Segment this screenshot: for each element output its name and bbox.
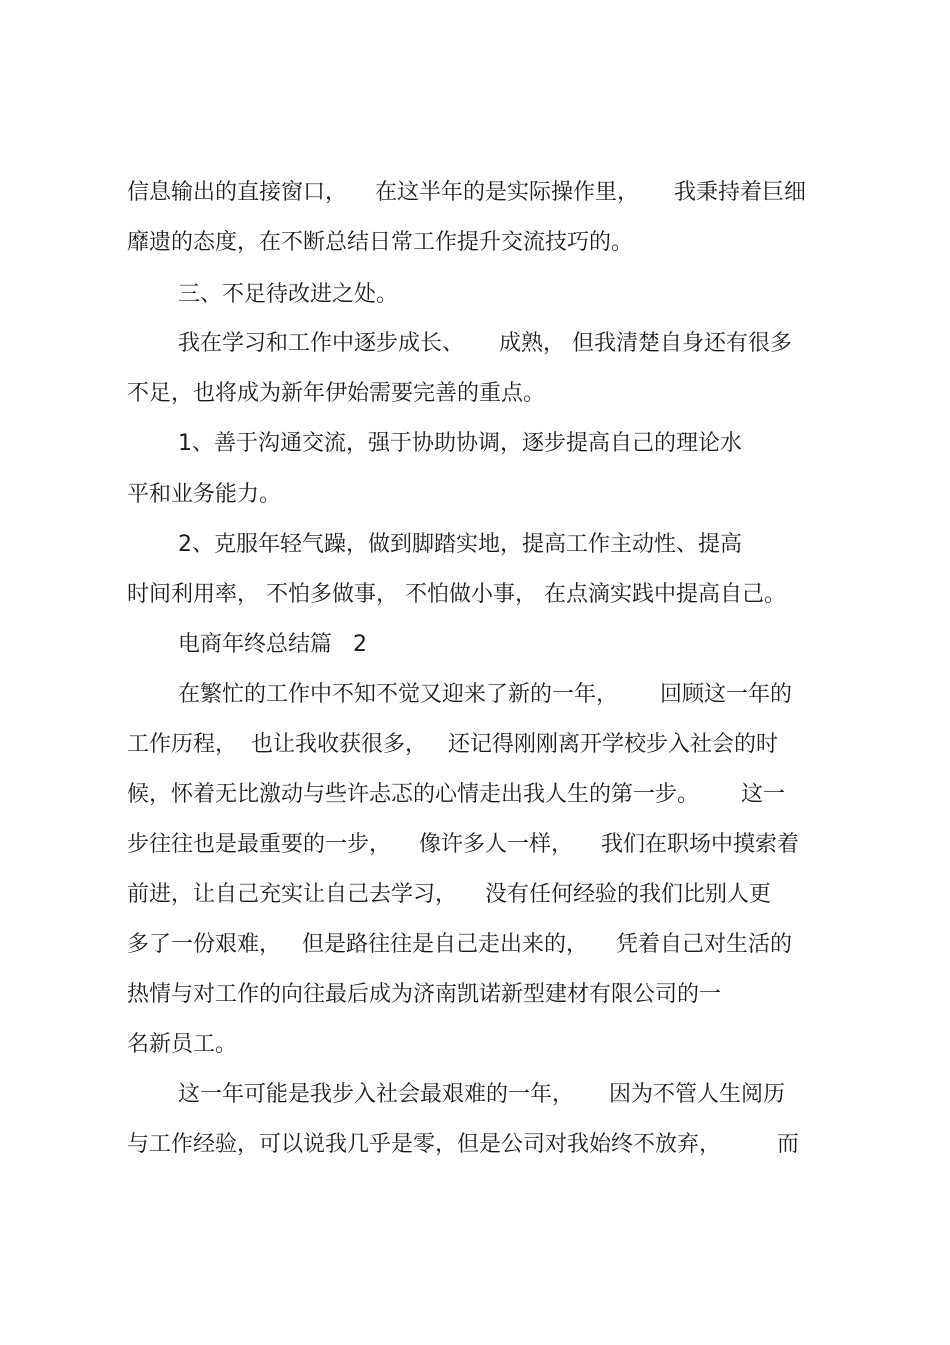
paragraph-line: 信息输出的直接窗口， 在这半年的是实际操作里， 我秉持着巨细 bbox=[127, 180, 806, 205]
paragraph-line: 候，怀着无比激动与些许忐忑的心情走出我人生的第一步。 这一 bbox=[127, 782, 785, 807]
paragraph-line: 名新员工。 bbox=[127, 1032, 238, 1057]
paragraph-line: 热情与对工作的向往最后成为济南凯诺新型建材有限公司的一 bbox=[127, 982, 722, 1007]
paragraph-line: 不足，也将成为新年伊始需要完善的重点。 bbox=[127, 381, 546, 406]
paragraph-line: 多了一份艰难， 但是路往往是自己走出来的， 凭着自己对生活的 bbox=[127, 932, 792, 957]
list-item-line: 1、善于沟通交流，强于协助协调，逐步提高自己的理论水 bbox=[178, 431, 742, 456]
paragraph-line: 前进，让自己充实让自己去学习， 没有任何经验的我们比别人更 bbox=[127, 882, 771, 907]
paragraph-line: 工作历程， 也让我收获很多， 还记得刚刚离开学校步入社会的时 bbox=[127, 732, 778, 757]
paragraph-line: 靡遗的态度，在不断总结日常工作提升交流技巧的。 bbox=[127, 230, 634, 255]
paragraph-line: 在繁忙的工作中不知不觉又迎来了新的一年， 回顾这一年的 bbox=[178, 682, 792, 707]
paragraph-line: 与工作经验，可以说我几乎是零，但是公司对我始终不放弃， 而 bbox=[127, 1132, 799, 1157]
paragraph-line: 步往往也是最重要的一步， 像许多人一样， 我们在职场中摸索着 bbox=[127, 832, 799, 857]
list-item-line: 2、克服年轻气躁，做到脚踏实地，提高工作主动性、提高 bbox=[178, 532, 742, 557]
paragraph-line: 这一年可能是我步入社会最艰难的一年， 因为不管人生阅历 bbox=[178, 1082, 785, 1107]
list-item-line: 平和业务能力。 bbox=[127, 482, 282, 507]
paragraph-line: 我在学习和工作中逐步成长、 成熟， 但我清楚自身还有很多 bbox=[178, 331, 792, 356]
list-item-line: 时间利用率， 不怕多做事， 不怕做小事， 在点滴实践中提高自己。 bbox=[127, 582, 786, 607]
section-title: 电商年终总结篇 2 bbox=[178, 632, 367, 657]
section-heading: 三、不足待改进之处。 bbox=[178, 282, 399, 307]
